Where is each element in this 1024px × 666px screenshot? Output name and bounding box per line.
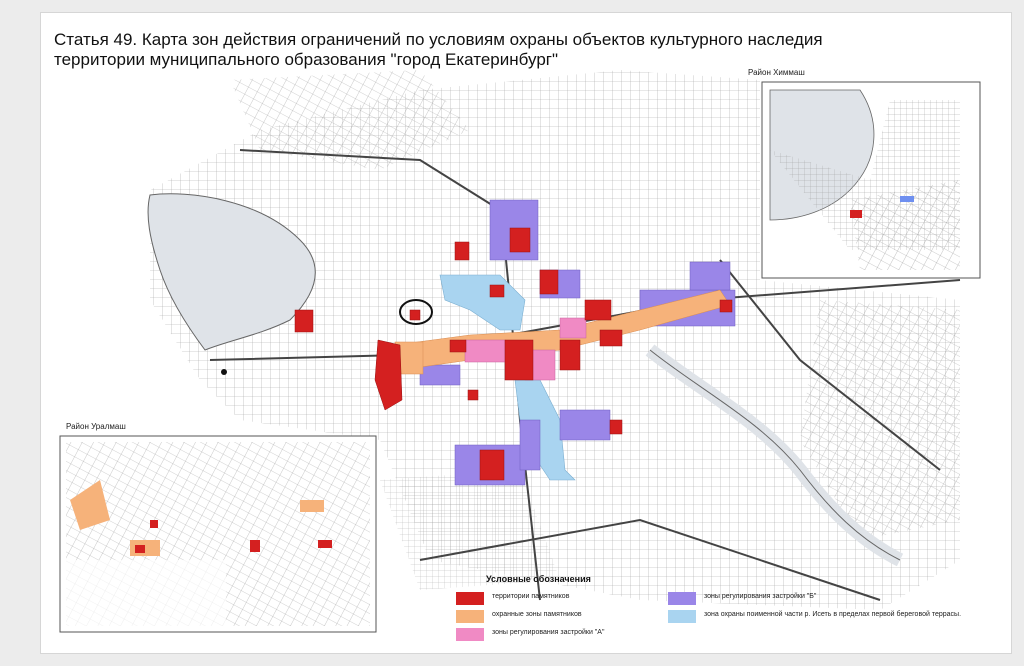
legend-label: зоны регулирования застройки "А"	[492, 629, 605, 636]
legend-swatch	[668, 592, 696, 605]
legend-label: зона охраны поименной части р. Исеть в пределах первой береговой террасы.	[704, 611, 962, 618]
inset-label-khimmash: Район Химмаш	[748, 68, 805, 77]
legend-label: территории памятников	[492, 593, 570, 600]
map-title-line1: Статья 49. Карта зон действия ограничений по условиям охраны объектов культурного наследия	[54, 30, 823, 49]
point-marker	[221, 369, 227, 375]
legend-swatch	[668, 610, 696, 623]
legend-swatch	[456, 610, 484, 623]
legend-label: охранные зоны памятников	[492, 611, 582, 618]
map-legend	[456, 570, 1016, 650]
legend-swatch	[456, 628, 484, 641]
legend-swatch	[456, 592, 484, 605]
inset-khimmash	[762, 82, 980, 278]
inset-label-uralmash: Район Уралмаш	[66, 422, 126, 431]
legend-title: Условные обозначения	[486, 574, 591, 584]
legend-label: зоны регулирования застройки "Б"	[704, 593, 817, 600]
map-title-line2: территории муниципального образования "город Екатеринбург"	[54, 50, 559, 69]
inset-uralmash	[60, 436, 376, 632]
